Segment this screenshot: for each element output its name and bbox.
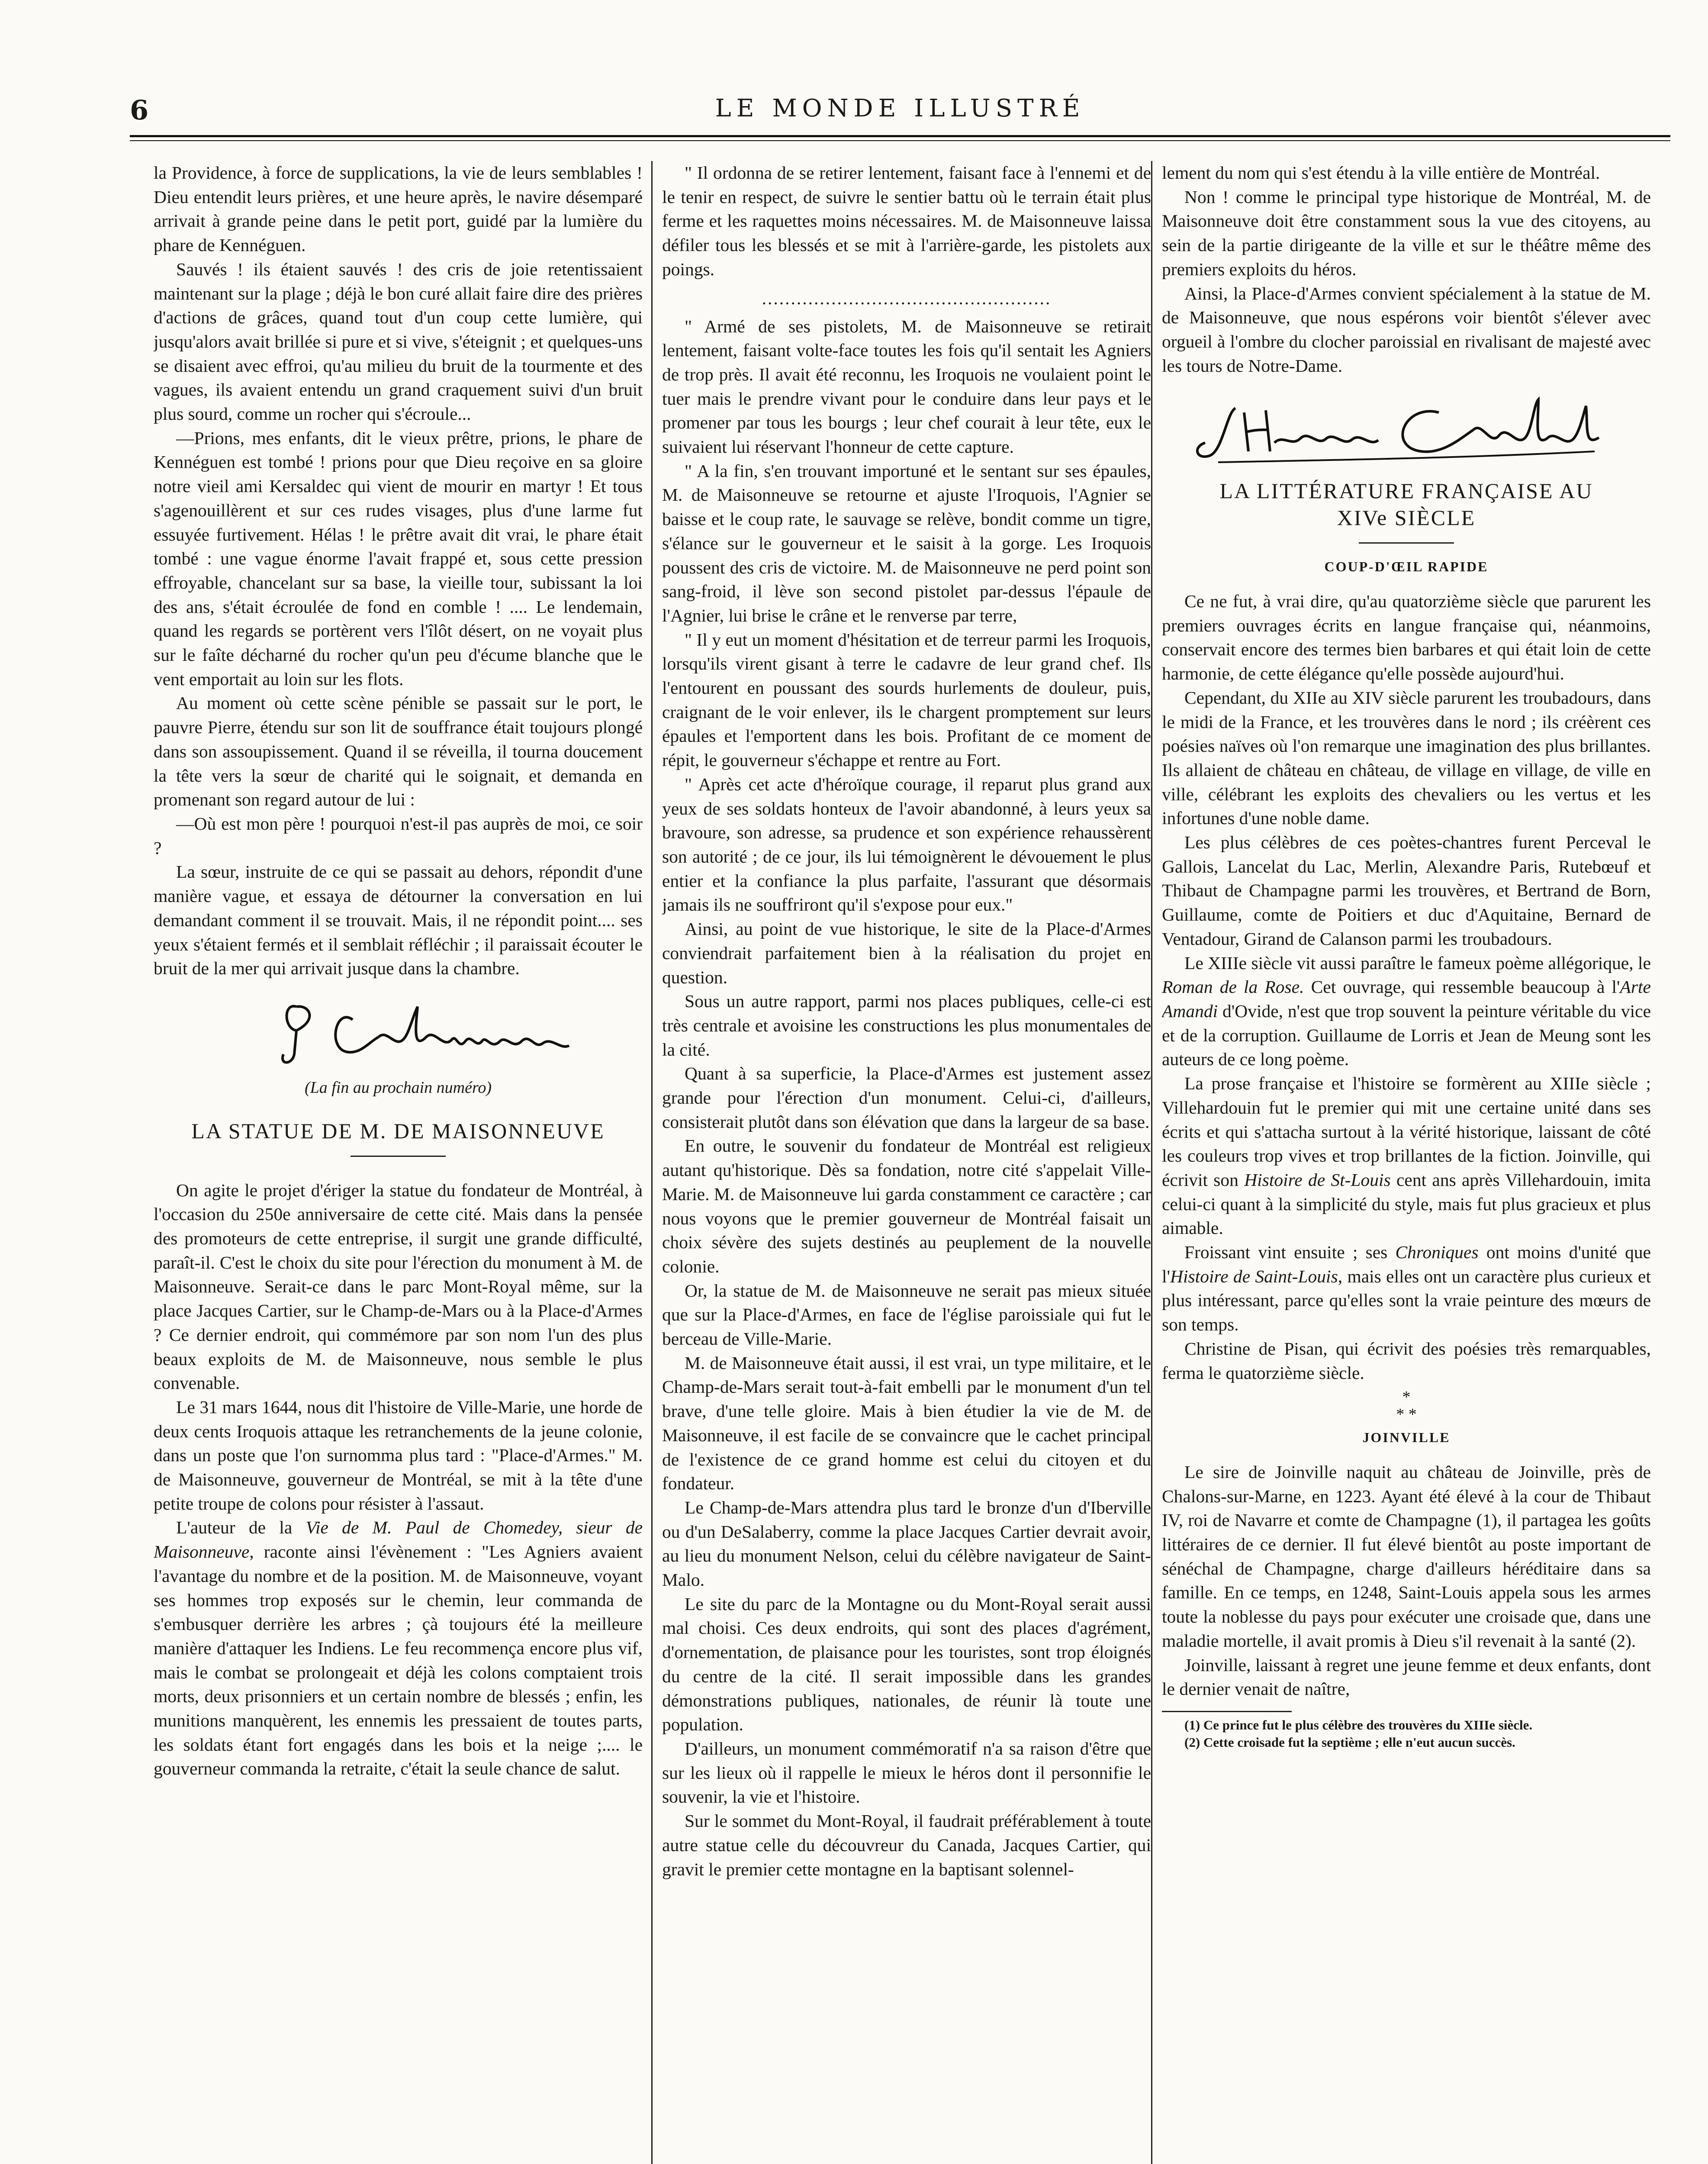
paragraph: Quant à sa superficie, la Place-d'Armes est justement assez grande pour l'érection d'un monument. Celui-ci, d'ailleurs, consisterait plutôt dans son élévation que dans la largeur de sa base. <box>662 1063 1151 1132</box>
subheading-joinville: JOINVILLE <box>1362 1430 1451 1446</box>
paragraph: " A la fin, s'en trouvant importuné et le sentant sur ses épaules, M. de Maisonneuve se retourne et ajuste l'Iroquois, l'Agnier se baisse et le coup rate, le sauvage se relève, bondit comme un tigre, s'élance sur le gouverneur et le saisit à la gorge. Les Iroquois poussent des cris de victoire. M. de Maisonneuve ne perd point son sang-froid, il lève son second pistolet par-dessus l'épaule de l'Agnier, lui brise le crâne et le renverse par terre, <box>662 460 1151 625</box>
paragraph: Le Champ-de-Mars attendra plus tard le bronze d'un d'Iberville ou d'un DeSalaberry, comme la place Jacques Cartier devrait avoir, au lieu du monument Nelson, celui du célèbre navigateur de Saint-Malo. <box>662 1497 1151 1590</box>
paragraph: Le sire de Joinville naquit au château de Joinville, près de Chalons-sur-Marne, en 1223. Ayant été élevé à la cour de Thibaut IV, roi de Navarre et comte de Champagne (1), il partagea les goûts littéraires de ce dernier. Il fut élevé bientôt au poste important de sénéchal de Champagne, charge d'ailleurs héréditaire dans sa famille. En ce temps, en 1248, Saint-Louis appela sous les armes toute la noblesse du pays pour exécuter une croisade que, dans une maladie mortelle, il avait promis à Dieu s'il revenait à la santé (2). <box>1162 1462 1651 1651</box>
paragraph: —Prions, mes enfants, dit le vieux prêtre, prions, le phare de Kennéguen est tombé ! prions pour que Dieu reçoive en sa gloire notre vieil ami Kersaldec qui vient de mourir en martyr ! Et tous s'agenouillèrent et sur ces rudes visages, plus d'une larme fut essuyée furtivement. Hélas ! le prêtre avait dit vrai, le phare était tombé : une vague énorme l'avait frappé et, sous cette pression effroyable, chancelant sur sa base, la vieille tour, subissant la loi des ans, s'était écroulée de fond en comble ! .... Le lendemain, quand les regards se portèrent vers l'îlôt désert, on ne voyait plus sur le faîte décharné du rocher qu'un peu d'écume blanche que le vent emportait au loin sur les flots. <box>154 428 643 689</box>
page-number: 6 <box>130 94 149 126</box>
column-1 <box>154 161 643 2164</box>
ellipsis-separator: .................................................. <box>762 288 1052 308</box>
asterism <box>1162 1388 1651 1423</box>
paragraph: On agite le projet d'ériger la statue du fondateur de Montréal, à l'occasion du 250e anniversaire de cette cité. Mais dans la pensée des promoteurs de cette entreprise, il surgit une grande difficulté, paraît-il. C'est le choix du site pour l'érection du monument à M. de Maisonneuve. Serait-ce dans le parc Mont-Royal même, sur la place Jacques Cartier, sur le Champ-de-Mars ou à la Place-d'Armes ? Ce dernier endroit, qui commémore par son nom l'un des plus beaux exploits de M. de Maisonneuve, nous semble le plus convenable. <box>154 1180 643 1393</box>
paragraph: " Armé de ses pistolets, M. de Maisonneuve se retirait lentement, faisant volte-face toutes les fois qu'il sentait les Agniers de trop près. Il avait été reconnu, les Iroquois ne voulaient point le tuer mais le prendre vivant pour le conduire dans leur pays et le promener par tous les bourgs ; leur chef courait à leur tête, eux le suivaient lui réservant l'honneur de cette capture. <box>662 316 1151 457</box>
paragraph: D'ailleurs, un monument commémoratif n'a sa raison d'être que sur les lieux où il rappelle le mieux le héros dont il personnifie le souvenir, la vie et l'histoire. <box>662 1739 1151 1807</box>
paragraph: Ainsi, au point de vue historique, le site de la Place-d'Armes conviendrait parfaitement bien à la réalisation du projet en question. <box>662 919 1151 987</box>
paragraph: " Après cet acte d'héroïque courage, il reparut plus grand aux yeux de ses soldats honteux de l'avoir abandonné, à leurs yeux sa bravoure, son adresse, sa prudence et son expérience rehaussèrent son autorité ; de ce jour, ils lui témoignèrent le dévouement le plus entier et la confiance la plus parfaite, l'assurant que désormais jamais ils ne souffriront qu'il s'expose pour eux." <box>662 774 1151 915</box>
paragraph: Le site du parc de la Montagne ou du Mont-Royal serait aussi mal choisi. Ces deux endroits, qui sont des places d'agrément, d'ornementation, de plaisance pour les touristes, sont trop éloignés du centre de la cité. Il serait impossible dans les grandes démonstrations publiques, nationales, de réunir là toute une population. <box>662 1594 1151 1735</box>
paragraph: —Où est mon père ! pourquoi n'est-il pas auprès de moi, ce soir ? <box>154 813 643 858</box>
column-3 <box>1162 161 1651 2164</box>
paragraph: M. de Maisonneuve était aussi, il est vrai, un type militaire, et le Champ-de-Mars serait tout-à-fait embelli par le monument d'un tel brave, d'une telle gloire. Mais à bien étudier la vie de M. de Maisonneuve, il est facile de se convaincre que le cachet principal de l'existence de ce grand homme est celui du citoyen et du fondateur. <box>662 1352 1151 1494</box>
page-header <box>130 94 1670 129</box>
column-divider-left <box>651 161 653 2164</box>
signature-charland <box>1162 386 1651 469</box>
paragraph: " Il y eut un moment d'hésitation et de terreur parmi les Iroquois, lorsqu'ils virent gisant à terre le cadavre de leur grand chef. Ils l'entourent en poussant des sourds hurlements de douleur, puis, craignant de le voir enlever, ils le chargent promptement sur leurs épaules et l'emportent dans les bois. Profitant de ce moment de répit, le gouverneur s'échappe et rentre au Fort. <box>662 629 1151 770</box>
column-divider-right <box>1151 161 1152 2164</box>
masthead: LE MONDE ILLUSTRÉ <box>715 94 1085 122</box>
section-title-line-1: LA LITTÉRATURE FRANÇAISE AU <box>1219 479 1593 503</box>
footnote: (1) Ce prince fut le plus célèbre des trouvères du XIIIe siècle. <box>1184 1717 1533 1732</box>
paragraph: Sous un autre rapport, parmi nos places publiques, celle-ci est très centrale et avoisine les constructions les plus monumentales de la cité. <box>662 991 1151 1059</box>
paragraph: Ce ne fut, à vrai dire, qu'au quatorzième siècle que parurent les premiers ouvrages écrits en langue française qui, néanmoins, conservait encore des termes bien barbares et qui était loin de cette harmonie, de cette élégance qu'elle possède aujourd'hui. <box>1162 591 1651 684</box>
paragraph: L'auteur de la Vie de M. Paul de Chomedey, sieur de Maisonneuve, raconte ainsi l'évènement : "Les Agniers avaient l'avantage du nombre et de la position. M. de Maisonneuve, voyant ses hommes trop exposés sur le chemin, leur commanda de s'embusquer derrière les arbres ; çà toujours été la meilleure manière d'attaquer les Indiens. Le feu recommença encore plus vif, mais le combat se prolongeait et déjà les colons comptaient trois morts, deux prisonniers et un certain nombre de blessés ; enfin, les munitions manquèrent, les ennemis les pressaient de toutes parts, les soldats étant fort engagés dans les bois et la neige ;.... le gouverneur commanda la retraite, c'était la seule chance de salut. <box>154 1517 643 1779</box>
signature-charland-image <box>1162 386 1651 469</box>
footnote-rule <box>1162 1711 1292 1712</box>
asterism-top: * <box>1402 1388 1411 1407</box>
asterism-bottom: * * <box>1396 1405 1417 1424</box>
header-rule-thin <box>130 140 1670 141</box>
paragraph: Les plus célèbres de ces poètes-chantres furent Perceval le Gallois, Lancelat du Lac, Merlin, Alexandre Paris, Rutebœuf et Thibaut de Champagne parmi les trouvères, et Bertrand de Born, Guillaume, comte de Poitiers et duc d'Aquitaine, Bernard de Ventadour, Girand de Calanson parmi les troubadours. <box>1162 832 1651 949</box>
title-rule <box>351 1156 446 1157</box>
footnote: (2) Cette croisade fut la septième ; elle n'eut aucun succès. <box>1184 1734 1515 1750</box>
paragraph: Non ! comme le principal type historique de Montréal, M. de Maisonneuve doit être constamment sous la vue des citoyens, au sein de la partie dirigeante de la ville et sur le théâtre même des premiers exploits du héros. <box>1162 187 1651 279</box>
paragraph: la Providence, à force de supplications, la vie de leurs semblables ! Dieu entendit leurs prières, et une heure après, le navire désemparé arrivait à grande peine dans le petit port, guidé par la lumière du phare de Kennéguen. <box>154 163 643 255</box>
header-rule-thick <box>130 135 1670 137</box>
paragraph: Froissant vint ensuite ; ses Chroniques ont moins d'unité que l'Histoire de Saint-Louis, mais elles ont un caractère plus curieux et plus intéressant, parce qu'elles sont la vraie peinture des mœurs de son temps. <box>1162 1242 1651 1335</box>
paragraph: Cependant, du XIIe au XIV siècle parurent les troubadours, dans le midi de la France, et les trouvères dans le nord ; ils créèrent ces poésies naïves où l'on remarque une imagination des plus brillantes. Ils allaient de château en château, de village en village, de ville en ville, célébrant les exploits des chevaliers ou les vertus et les infortunes d'une noble dame. <box>1162 687 1651 828</box>
paragraph: " Il ordonna de se retirer lentement, faisant face à l'ennemi et de le tenir en respect, de suivre le sentier battu où le terrain était plus ferme et les raquettes moins nécessaires. M. de Maisonneuve laissa défiler tous les blessés et se mit à l'arrière-garde, les pistolets aux poings. <box>662 163 1151 279</box>
paragraph: Sauvés ! ils étaient sauvés ! des cris de joie retentissaient maintenant sur la plage ; déjà le bon curé allait faire dire des prières d'actions de grâces, quand tout d'un coup cette lumière, qui jusqu'alors avait brillée si pure et si vive, s'éteignit ; et quelques-uns se disaient avec effroi, qu'au milieu du bruit de la tourmente et des vagues, ils avaient entendu un grand craquement suivi d'un bruit plus sourd, comme un rocher qui s'écroule... <box>154 259 643 424</box>
paragraph: Le 31 mars 1644, nous dit l'histoire de Ville-Marie, une horde de deux cents Iroquois attaque les retranchements de la jeune colonie, dans un poste que l'on surnomma plus tard : "Place-d'Armes." M. de Maisonneuve, gouverneur de Montréal, se mit à la tête d'une petite troupe de colons pour résister à l'assaut. <box>154 1397 643 1514</box>
signature-colomier <box>154 989 643 1072</box>
section-title-maisonneuve: LA STATUE DE M. DE MAISONNEUVE <box>191 1118 605 1143</box>
paragraph: Christine de Pisan, qui écrivit des poésies très remarquables, ferma le quatorzième siècle. <box>1162 1338 1651 1383</box>
paragraph: Or, la statue de M. de Maisonneuve ne serait pas mieux située que sur la Place-d'Armes, en face de l'église paroissiale qui fut le berceau de Ville-Marie. <box>662 1280 1151 1349</box>
section-title-line-2: XIVe SIÈCLE <box>1337 506 1476 530</box>
signature-colomier-image <box>154 989 643 1072</box>
section-title-litterature <box>1162 477 1651 531</box>
paragraph: En outre, le souvenir du fondateur de Montréal est religieux autant qu'historique. Dès sa fondation, notre cité s'appelait Ville-Marie. M. de Maisonneuve lui garda constamment ce caractère ; car nous voyons que le premier gouverneur de Montréal faisait un choix sévère des sujets destinés au peuplement de la nouvelle colonie. <box>662 1136 1151 1276</box>
subheading-coup-doeil: COUP-D'ŒIL RAPIDE <box>1324 559 1489 575</box>
paragraph: La prose française et l'histoire se formèrent au XIIIe siècle ; Villehardouin fut le premier qui mit une certaine unité dans ses écrits et qui s'attacha surtout à la vérité historique, laissant de côté les couleurs trop vives et trop brillantes de la fiction. Joinville, qui écrivit son Histoire de St-Louis cent ans après Villehardouin, imita celui-ci quant à la simplicité du style, mais fut plus gracieux et plus aimable. <box>1162 1073 1651 1238</box>
paragraph: Au moment où cette scène pénible se passait sur le port, le pauvre Pierre, étendu sur son lit de souffrance était toujours plongé dans son assoupissement. Quand il se réveilla, il tourna doucement la tête vers la sœur de charité qui le soignait, et demanda en promenant son regard autour de lui : <box>154 693 643 810</box>
title-rule <box>1359 542 1454 544</box>
to-be-continued: (La fin au prochain numéro) <box>304 1078 492 1097</box>
column-2 <box>662 161 1151 2164</box>
paragraph: Ainsi, la Place-d'Armes convient spécialement à la statue de M. de Maisonneuve, que nous espérons voir bientôt s'élever avec orgueil à l'ombre du clocher paroissial en rivalisant de majesté avec les tours de Notre-Dame. <box>1162 283 1651 376</box>
paragraph: Le XIIIe siècle vit aussi paraître le fameux poème allégorique, le Roman de la Rose. Cet ouvrage, qui ressemble beaucoup à l'Arte Amandi d'Ovide, n'est que trop souvent la peinture véritable du vice et de la corruption. Guillaume de Lorris et Jean de Meung sont les auteurs de ce long poème. <box>1162 953 1651 1069</box>
paragraph: Sur le sommet du Mont-Royal, il faudrait préférablement à toute autre statue celle du découvreur du Canada, Jacques Cartier, qui gravit le premier cette montagne en la baptisant solennel- <box>662 1811 1151 1879</box>
paragraph: Joinville, laissant à regret une jeune femme et deux enfants, dont le dernier venait de naître, <box>1162 1655 1651 1699</box>
paragraph: La sœur, instruite de ce qui se passait au dehors, répondit d'une manière vague, et essaya de détourner la conversation en lui demandant comment il se trouvait. Mais, il ne répondit point.... ses yeux s'étaient fermés et il semblait réfléchir ; il paraissait écouter le bruit de la mer qui arrivait jusque dans la chambre. <box>154 862 643 979</box>
paragraph: lement du nom qui s'est étendu à la ville entière de Montréal. <box>1162 163 1600 183</box>
